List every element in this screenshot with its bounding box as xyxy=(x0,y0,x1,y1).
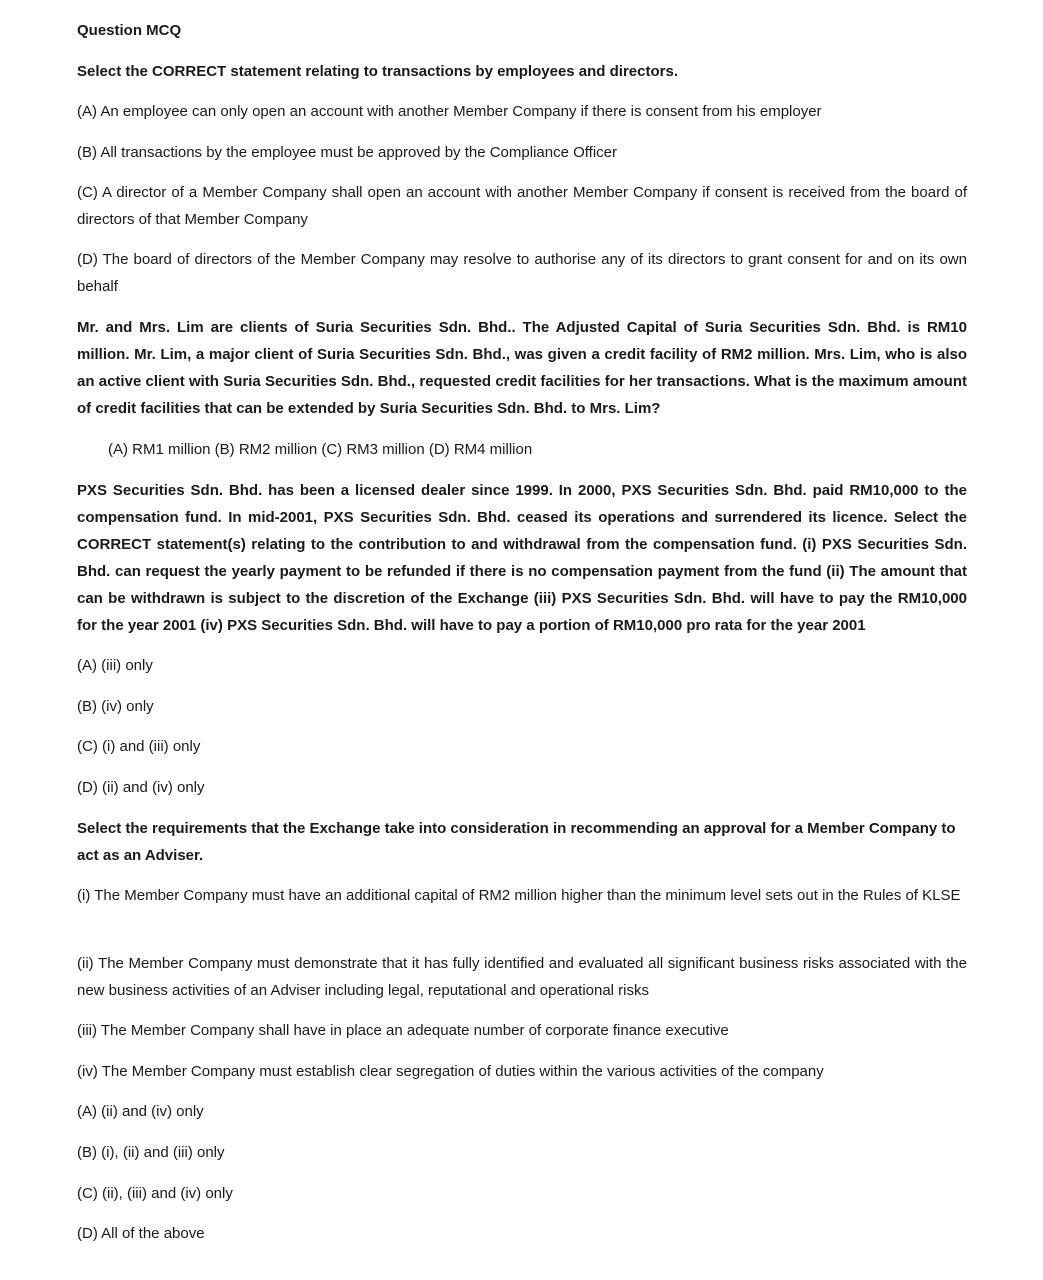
question-3-stem: PXS Securities Sdn. Bhd. has been a licensed dealer since 1999. In 2000, PXS Securities Sdn. Bhd. paid RM10,000 to the compensation fund. In mid-2001, PXS Securities Sdn. Bhd. ceased its operations and surrendered its licence. Select the CORRECT statement(s) relating to the contribution to and withdrawal from the compensation fund. (i) PXS Securities Sdn. Bhd. can request the yearly payment to be refunded if there is no compensation payment from the fund (ii) The amount that can be withdrawn is subject to the discretion of the Exchange (iii) PXS Securities Sdn. Bhd. will have to pay the RM10,000 for the year 2001 (iv) PXS Securities Sdn. Bhd. will have to pay a portion of RM10,000 pro rata for the year 2001 xyxy=(77,482,967,634)
question-2-stem: Mr. and Mrs. Lim are clients of Suria Securities Sdn. Bhd.. The Adjusted Capital of Suria Securities Sdn. Bhd. is RM10 million. Mr. Lim, a major client of Suria Securities Sdn. Bhd., was given a credit facility of RM2 million. Mrs. Lim, who is also an active client with Suria Securities Sdn. Bhd., requested credit facilities for her transactions. What is the maximum amount of credit facilities that can be extended by Suria Securities Sdn. Bhd. to Mrs. Lim? xyxy=(77,319,967,417)
question-4-option-d: (D) All of the above xyxy=(77,1225,205,1242)
question-3-option-b: (B) (iv) only xyxy=(77,698,154,715)
question-2-options: (A) RM1 million (B) RM2 million (C) RM3 million (D) RM4 million xyxy=(108,441,533,458)
question-1-option-b: (B) All transactions by the employee must be approved by the Compliance Officer xyxy=(77,144,617,161)
question-1-option-a: (A) An employee can only open an account with another Member Company if there is consent from his employer xyxy=(77,103,822,120)
question-1-option-d: (D) The board of directors of the Member Company may resolve to authorise any of its directors to grant consent for and on its own behalf xyxy=(77,251,967,295)
question-3-option-c: (C) (i) and (iii) only xyxy=(77,738,201,755)
question-1-option-c: (C) A director of a Member Company shall open an account with another Member Company if consent is received from the board of directors of that Member Company xyxy=(77,184,967,228)
question-1-stem: Select the CORRECT statement relating to transactions by employees and directors. xyxy=(77,63,678,80)
page-header: Question MCQ xyxy=(77,22,182,39)
question-4-statement-ii: (ii) The Member Company must demonstrate that it has fully identified and evaluated all significant business risks associated with the new business activities of an Adviser including legal, reputational and operational risks xyxy=(77,955,967,999)
question-4-option-b: (B) (i), (ii) and (iii) only xyxy=(77,1144,225,1161)
question-4-statement-iii: (iii) The Member Company shall have in place an adequate number of corporate finance executive xyxy=(77,1022,729,1039)
question-4-stem: Select the requirements that the Exchange take into consideration in recommending an approval for a Member Company to act as an Adviser. xyxy=(77,820,956,864)
question-4-statement-iv: (iv) The Member Company must establish clear segregation of duties within the various activities of the company xyxy=(77,1063,824,1080)
question-3-option-d: (D) (ii) and (iv) only xyxy=(77,779,205,796)
question-4-option-a: (A) (ii) and (iv) only xyxy=(77,1103,204,1120)
question-4-statement-i: (i) The Member Company must have an additional capital of RM2 million higher than the minimum level sets out in the Rules of KLSE xyxy=(77,887,961,904)
question-4-option-c: (C) (ii), (iii) and (iv) only xyxy=(77,1185,233,1202)
question-3-option-a: (A) (iii) only xyxy=(77,657,153,674)
